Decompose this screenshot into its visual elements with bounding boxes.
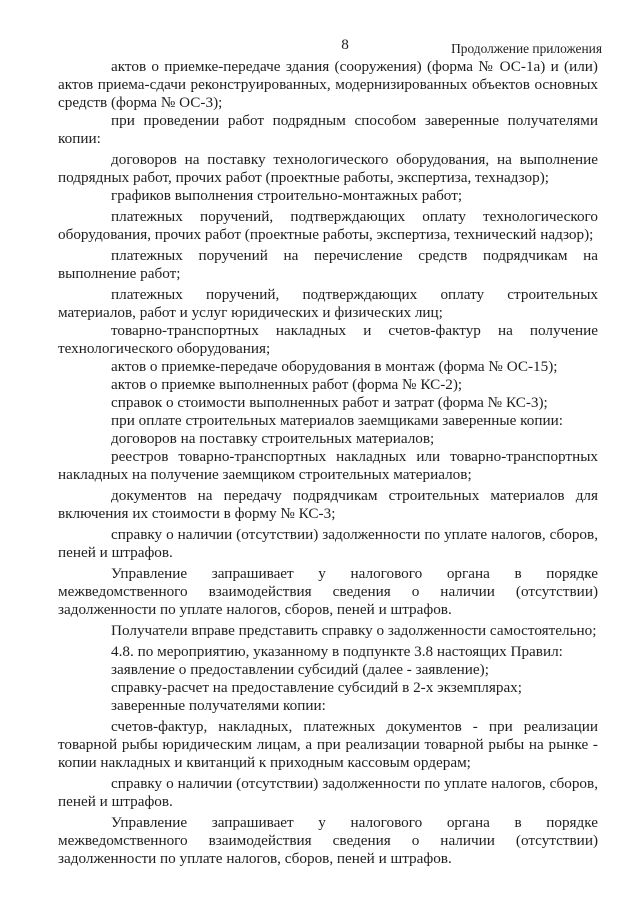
- paragraph: при оплате строительных материалов заемщиками заверенные копии:: [111, 412, 563, 429]
- paragraph: платежных поручений на перечисление средств подрядчикам на выполнение работ;: [58, 247, 598, 282]
- paragraph: графиков выполнения строительно-монтажных работ;: [111, 187, 463, 204]
- paragraph: документов на передачу подрядчикам строительных материалов для включения их стоимости в форму № КС-3;: [58, 487, 598, 522]
- paragraph: справок о стоимости выполненных работ и затрат (форма № КС-3);: [111, 394, 548, 411]
- paragraph: Управление запрашивает у налогового органа в порядке межведомственного взаимодействия сведения о наличии (отсутствии) задолженности по уплате налогов, сборов, пеней и штрафов.: [58, 814, 598, 867]
- paragraph: счетов-фактур, накладных, платежных документов - при реализации товарной рыбы юридическим лицам, а при реализации товарной рыбы на рынке - копии накладных и квитанций к приходным кассовым ордерам;: [58, 718, 598, 771]
- paragraph: платежных поручений, подтверждающих оплату строительных материалов, работ и услуг юридических и физических лиц;: [58, 286, 598, 321]
- paragraph: Управление запрашивает у налогового органа в порядке межведомственного взаимодействия сведения о наличии (отсутствии) задолженности по уплате налогов, сборов, пеней и штрафов.: [58, 565, 598, 618]
- paragraph: при проведении работ подрядным способом заверенные получателями копии:: [58, 112, 598, 147]
- paragraph: заверенные получателями копии:: [111, 697, 326, 714]
- paragraph: справку о наличии (отсутствии) задолженности по уплате налогов, сборов, пеней и штрафов.: [58, 775, 598, 810]
- paragraph: актов о приемке-передаче оборудования в монтаж (форма № ОС-15);: [111, 358, 558, 375]
- appendix-continuation-note: Продолжение приложения: [451, 41, 602, 56]
- paragraph: справку о наличии (отсутствии) задолженности по уплате налогов, сборов, пеней и штрафов.: [58, 526, 598, 561]
- paragraph: актов о приемке-передаче здания (сооружения) (форма № ОС-1а) и (или) актов приема-сдачи реконструированных, модернизированных объектов основных средств (форма № ОС-3);: [58, 58, 598, 111]
- paragraph: актов о приемке выполненных работ (форма № КС-2);: [111, 376, 463, 393]
- paragraph: реестров товарно-транспортных накладных или товарно-транспортных накладных на получение заемщиком строительных материалов;: [58, 448, 598, 483]
- paragraph: Получатели вправе представить справку о задолженности самостоятельно;: [111, 622, 597, 639]
- paragraph: платежных поручений, подтверждающих оплату технологического оборудования, прочих работ (проектные работы, экспертиза, технический надзор);: [58, 208, 598, 243]
- paragraph: 4.8. по мероприятию, указанному в подпункте 3.8 настоящих Правил:: [111, 643, 563, 660]
- paragraph: договоров на поставку технологического оборудования, на выполнение подрядных работ, прочих работ (проектные работы, экспертиза, технадзор);: [58, 151, 598, 186]
- paragraph: договоров на поставку строительных материалов;: [111, 430, 435, 447]
- paragraph: справку-расчет на предоставление субсидий в 2-х экземплярах;: [111, 679, 522, 696]
- document-body: [58, 58, 598, 868]
- page-number: 8: [341, 36, 349, 53]
- paragraph: товарно-транспортных накладных и счетов-фактур на получение технологического оборудования;: [58, 322, 598, 357]
- paragraph: заявление о предоставлении субсидий (далее - заявление);: [111, 661, 489, 678]
